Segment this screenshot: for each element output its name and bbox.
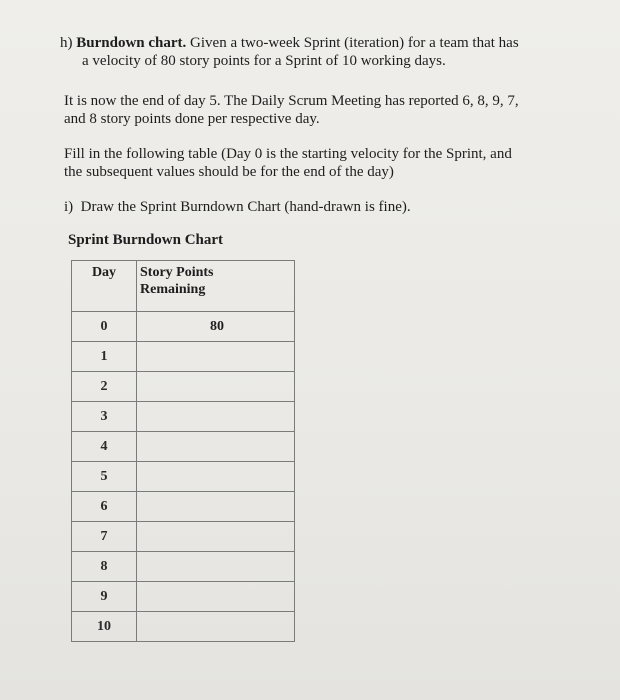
day-cell: 8 <box>72 552 137 582</box>
header-story-points-line-2: Remaining <box>140 282 206 297</box>
table-row <box>72 342 295 372</box>
instruction-line-2: the subsequent values should be for the end of the day) <box>64 164 394 180</box>
intro-paragraph <box>60 34 560 70</box>
header-story-points <box>137 261 295 312</box>
day-cell: 5 <box>72 462 137 492</box>
day-cell: 7 <box>72 522 137 552</box>
table-row <box>72 312 295 342</box>
remaining-cell[interactable] <box>137 372 295 402</box>
intro-heading: Burndown chart. <box>76 35 187 51</box>
header-story-points-line-1: Story Points <box>140 265 214 280</box>
burndown-table <box>71 260 295 642</box>
day-cell: 10 <box>72 612 137 642</box>
day-cell: 2 <box>72 372 137 402</box>
table-row <box>72 372 295 402</box>
table-row <box>72 522 295 552</box>
day-cell: 4 <box>72 432 137 462</box>
instruction-paragraph <box>64 145 544 181</box>
remaining-cell[interactable]: 80 <box>137 312 295 342</box>
remaining-cell[interactable] <box>137 552 295 582</box>
day-cell: 6 <box>72 492 137 522</box>
day-cell: 1 <box>72 342 137 372</box>
day-cell: 9 <box>72 582 137 612</box>
intro-line-1 <box>60 34 560 52</box>
status-line-1: It is now the end of day 5. The Daily Scrum Meeting has reported 6, 8, 9, 7, <box>64 93 519 109</box>
remaining-cell[interactable] <box>137 522 295 552</box>
table-row <box>72 402 295 432</box>
table-row <box>72 582 295 612</box>
intro-label: h) <box>60 35 73 51</box>
table-header-row <box>72 261 295 312</box>
instruction-line-1: Fill in the following table (Day 0 is the starting velocity for the Sprint, and <box>64 146 512 162</box>
table-row <box>72 552 295 582</box>
table-row <box>72 432 295 462</box>
intro-text-1: Given a two-week Sprint (iteration) for a team that has <box>186 35 519 51</box>
remaining-cell[interactable] <box>137 582 295 612</box>
table-row <box>72 612 295 642</box>
status-line-2: and 8 story points done per respective day. <box>64 111 320 127</box>
remaining-cell[interactable] <box>137 342 295 372</box>
table-title: Sprint Burndown Chart <box>68 232 224 248</box>
day-cell: 0 <box>72 312 137 342</box>
task-paragraph <box>64 198 564 216</box>
status-paragraph <box>64 92 564 128</box>
task-label: i) <box>64 199 74 215</box>
intro-text-2: a velocity of 80 story points for a Sprint of 10 working days. <box>82 53 446 69</box>
remaining-cell[interactable] <box>137 612 295 642</box>
remaining-cell[interactable] <box>137 492 295 522</box>
header-day: Day <box>72 261 137 312</box>
remaining-cell[interactable] <box>137 432 295 462</box>
remaining-cell[interactable] <box>137 402 295 432</box>
table-row <box>72 462 295 492</box>
task-text: Draw the Sprint Burndown Chart (hand-drawn is fine). <box>80 199 411 215</box>
day-cell: 3 <box>72 402 137 432</box>
table-row <box>72 492 295 522</box>
remaining-cell[interactable] <box>137 462 295 492</box>
